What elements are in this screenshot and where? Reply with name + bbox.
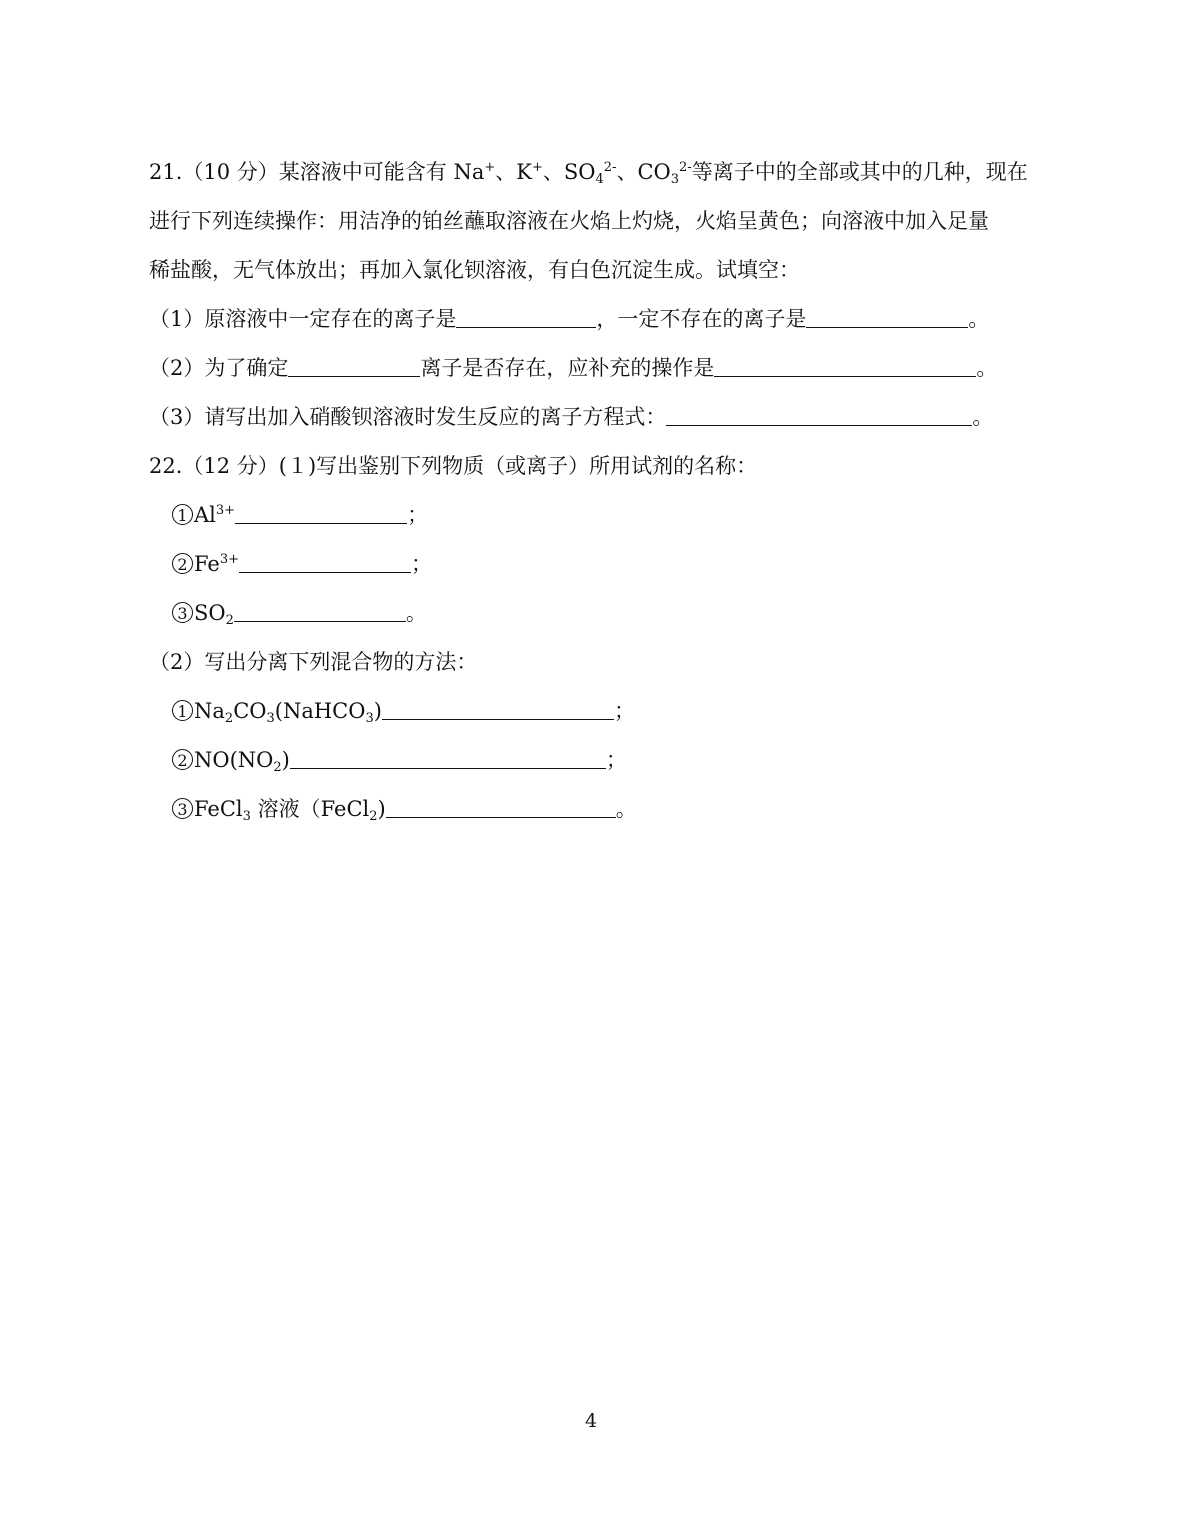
q21-text: 、CO [616,160,671,184]
answer-blank[interactable] [239,550,411,573]
page-number: 4 [584,1410,598,1432]
subscript: 3 [266,711,275,726]
q22-item-2 [172,549,432,579]
formula: ) [373,699,382,723]
answer-blank[interactable] [235,501,407,524]
subscript: 2 [225,613,234,628]
q21-line-3: 稀盐酸，无气体放出；再加入氯化钡溶液，有白色沉淀生成。试填空： [149,258,800,282]
formula: 溶液（FeCl [250,797,370,821]
formula: Al [194,503,216,527]
circled-number: 1 [172,700,193,721]
formula: FeCl [194,797,243,821]
answer-blank[interactable] [290,746,606,769]
answer-blank[interactable] [288,354,420,377]
so4-charge: 2- [603,160,617,175]
answer-blank[interactable] [714,354,976,377]
q21-text: 等离子中的全部或其中的几种，现在 [691,160,1028,184]
punctuation: 。 [972,405,994,429]
q21-line-1 [149,157,1028,187]
formula: Fe [194,552,220,576]
q22-item-1 [172,500,428,530]
punctuation: 。 [405,601,427,625]
k-charge: + [531,160,543,175]
q22-mixture-1 [172,696,635,726]
subscript: 3 [365,711,374,726]
q22-item-3 [172,598,427,628]
q21-part-1 [149,304,989,334]
punctuation: 。 [976,356,998,380]
circled-number: 1 [172,504,193,525]
formula: ) [281,748,290,772]
q21-line-2: 进行下列连续操作：用洁净的铂丝蘸取溶液在火焰上灼烧，火焰呈黄色；向溶液中加入足量 [149,209,989,233]
charge: 3+ [215,503,236,518]
punctuation: ； [407,503,429,527]
formula: SO [194,601,226,625]
subscript: 2 [273,760,282,775]
na-charge: + [484,160,496,175]
co3-charge: 2- [679,160,692,175]
q21-part-3 [149,402,993,432]
q22-heading: 22.（12 分）(１)写出鉴别下列物质（或离子）所用试剂的名称： [149,454,758,478]
formula: NO(NO [194,748,274,772]
q21-part-2-text: 离子是否存在，应补充的操作是 [420,356,715,380]
circled-number: 3 [172,798,193,819]
formula: (NaHCO [274,699,366,723]
answer-blank[interactable] [386,795,616,818]
circled-number: 2 [172,553,193,574]
q22-mixture-3 [172,794,637,824]
q21-text: 21.（10 分）某溶液中可能含有 Na [149,160,485,184]
punctuation: 。 [615,797,637,821]
punctuation: ； [613,699,635,723]
formula: Na [194,699,225,723]
answer-blank[interactable] [456,305,596,328]
q21-part-2 [149,353,997,383]
so4-subscript: 4 [595,172,604,187]
punctuation: ； [605,748,627,772]
formula: ) [377,797,386,821]
answer-blank[interactable] [806,305,968,328]
subscript: 3 [242,809,251,824]
q21-part-3-text: （3）请写出加入硝酸钡溶液时发生反应的离子方程式： [149,405,667,429]
answer-blank[interactable] [666,403,972,426]
q21-text: 、K [495,160,532,184]
co3-subscript: 3 [670,172,680,187]
q21-text: 、SO [542,160,596,184]
circled-number: 2 [172,749,193,770]
formula: CO [233,699,267,723]
q21-part-1-text: （1）原溶液中一定存在的离子是 [149,307,457,331]
q22-mixture-2 [172,745,627,775]
answer-blank[interactable] [382,697,614,720]
punctuation: 。 [968,307,990,331]
q21-part-1-text: ，一定不存在的离子是 [596,307,807,331]
subscript: 2 [224,711,234,726]
answer-blank[interactable] [234,599,406,622]
punctuation: ； [411,552,433,576]
q22-part-2-heading: （2）写出分离下列混合物的方法： [149,650,478,674]
charge: 3+ [219,552,240,567]
q21-part-2-text: （2）为了确定 [149,356,289,380]
circled-number: 3 [172,602,193,623]
subscript: 2 [369,809,378,824]
